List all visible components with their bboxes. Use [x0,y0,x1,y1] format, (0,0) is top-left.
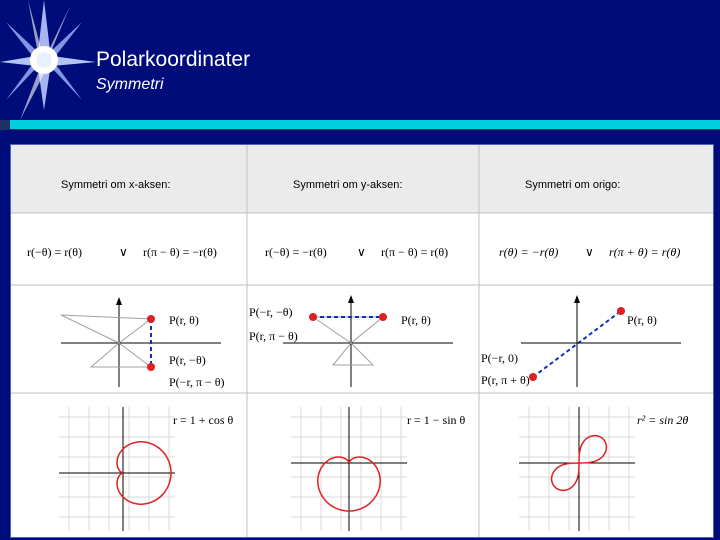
point-label: P(r, θ) [401,313,431,327]
header-y-axis: Symmetri om y-aksen: [293,179,403,191]
slide-title: Polarkoordinater [96,48,251,71]
point-label: P(r, π − θ) [249,329,298,343]
or-symbol-y: ∨ [357,245,366,259]
diagram-origin-symmetry [511,293,691,391]
accent-bar [10,120,720,129]
plot-cardioid-x [59,407,175,531]
or-symbol-o: ∨ [585,245,594,259]
point-marker [147,315,155,323]
or-symbol-x: ∨ [119,245,128,259]
curve-equation: r = 1 + cos θ [173,413,234,427]
curve-equation: r = 1 − sin θ [407,413,466,427]
point-marker [309,313,317,321]
slide-subtitle: Symmetri [96,76,164,93]
point-marker [617,307,625,315]
header-x-axis: Symmetri om x-aksen: [61,179,171,191]
point-label: P(r, θ) [627,313,657,327]
plot-cardioid-y [291,407,407,531]
point-label: P(−r, π − θ) [169,375,225,389]
condition-y-b: r(π − θ) = r(θ) [381,245,449,259]
point-marker [529,373,537,381]
star-burst-icon [0,0,96,120]
point-label: P(r, θ) [169,313,199,327]
header-origin: Symmetri om origo: [525,179,621,191]
plot-lemniscate [519,407,635,531]
point-label: P(r, −θ) [169,353,206,367]
condition-x-a: r(−θ) = r(θ) [27,245,83,259]
point-label: P(r, π + θ) [481,373,530,387]
point-marker [147,363,155,371]
condition-o-b: r(π + θ) = r(θ) [609,245,681,259]
condition-o-a: r(θ) = −r(θ) [499,245,559,259]
curve-equation: r² = sin 2θ [637,413,689,427]
condition-x-b: r(π − θ) = −r(θ) [143,245,217,259]
point-label: P(−r, −θ) [249,305,293,319]
condition-y-a: r(−θ) = −r(θ) [265,245,327,259]
content-panel [10,144,714,538]
point-label: P(−r, 0) [481,351,518,365]
point-marker [379,313,387,321]
diagram-y-symmetry [273,293,463,391]
